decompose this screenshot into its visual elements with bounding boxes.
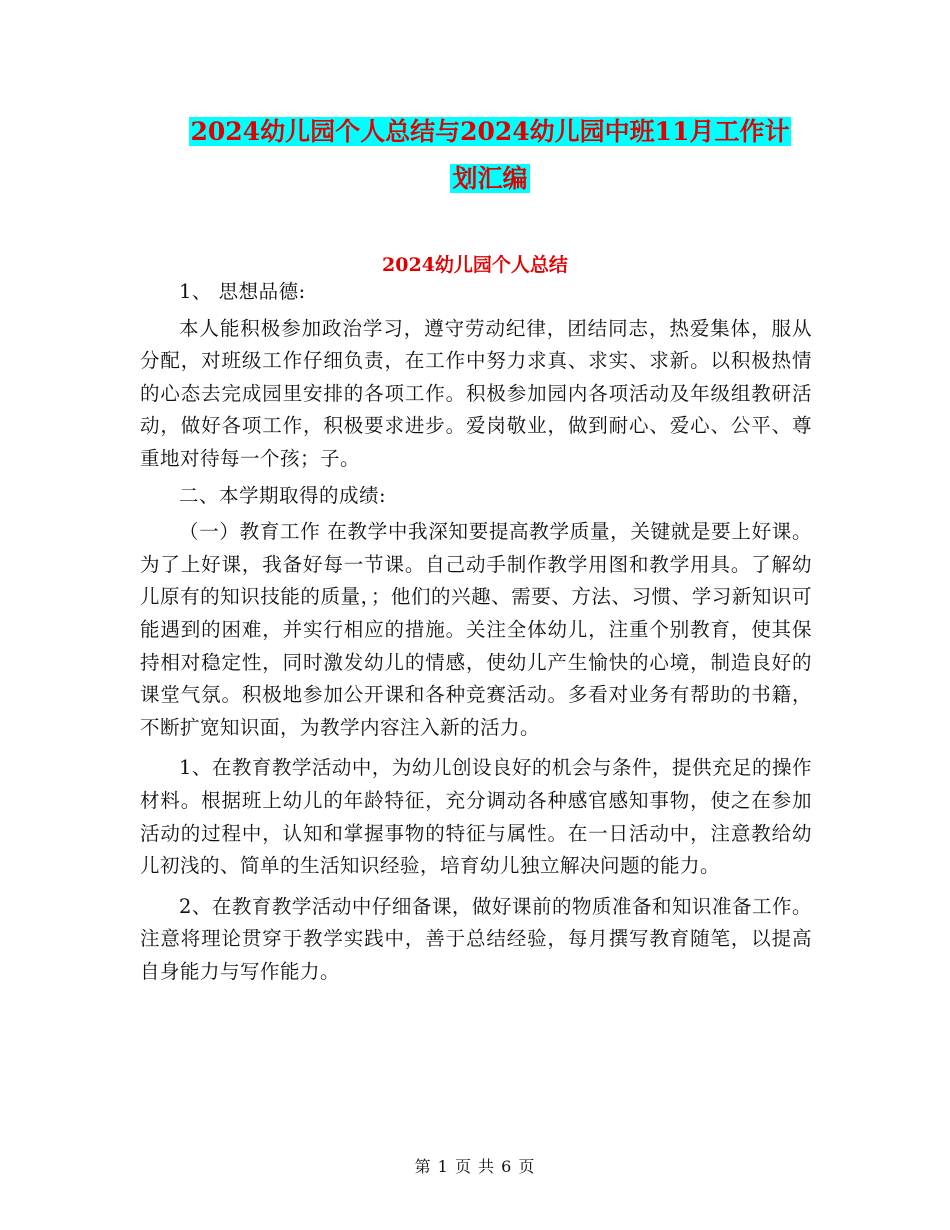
paragraph-teaching-work: （一）教育工作 在教学中我深知要提高教学质量，关键就是要上好课。为了上好课，我备好每一节课。自己动手制作教学用图和教学用具。了解幼儿原有的知识技能的质量，；他们的兴趣、需要、方法、习惯、学习新知识可能遇到的困难，并实行相应的措施。关注全体幼儿，注重个别教育，使其保持相对稳定性，同时激发幼儿的情感，使幼儿产生愉快的心境，制造良好的课堂气氛。积极地参加公开课和各种竞赛活动。多看对业务有帮助的书籍，不断扩宽知识面，为教学内容注入新的活力。 [140, 520, 812, 739]
document-title-line-2: 划汇编 [452, 164, 528, 193]
document-title-line-1: 2024幼儿园个人总结与2024幼儿园中班11月工作计 [190, 117, 790, 146]
section-heading: 2024幼儿园个人总结 [382, 254, 568, 276]
page-footer: 第 1 页 共 6 页 [414, 1157, 536, 1176]
paragraph-ideology: 本人能积极参加政治学习，遵守劳动纪律，团结同志，热爱集体，服从分配，对班级工作仔细负责，在工作中努力求真、求实、求新。以积极热情的心态去完成园里安排的各项工作。积极参加园内各项活动及年级组教研活动，做好各项工作，积极要求进步。爱岗敬业，做到耐心、爱心、公平、尊重地对待每一个孩；子。 [140, 316, 812, 470]
paragraph-achievements-heading: 二、本学期取得的成绩: [179, 483, 387, 507]
paragraph-item-2: 2、在教育教学活动中仔细备课，做好课前的物质准备和知识准备工作。注意将理论贯穿于教学实践中，善于总结经验，每月撰写教育随笔，以提高自身能力与写作能力。 [140, 894, 812, 983]
paragraph-item-1: 1、在教育教学活动中，为幼儿创设良好的机会与条件，提供充足的操作材料。根据班上幼儿的年龄特征，充分调动各种感官感知事物，使之在参加活动的过程中，认知和掌握事物的特征与属性。在一日活动中，注意教给幼儿初浅的、简单的生活知识经验，培育幼儿独立解决问题的能力。 [140, 756, 812, 878]
document-title [150, 108, 830, 202]
document-body [140, 276, 812, 988]
paragraph-ideology-heading: 1、 思想品德: [179, 280, 306, 303]
